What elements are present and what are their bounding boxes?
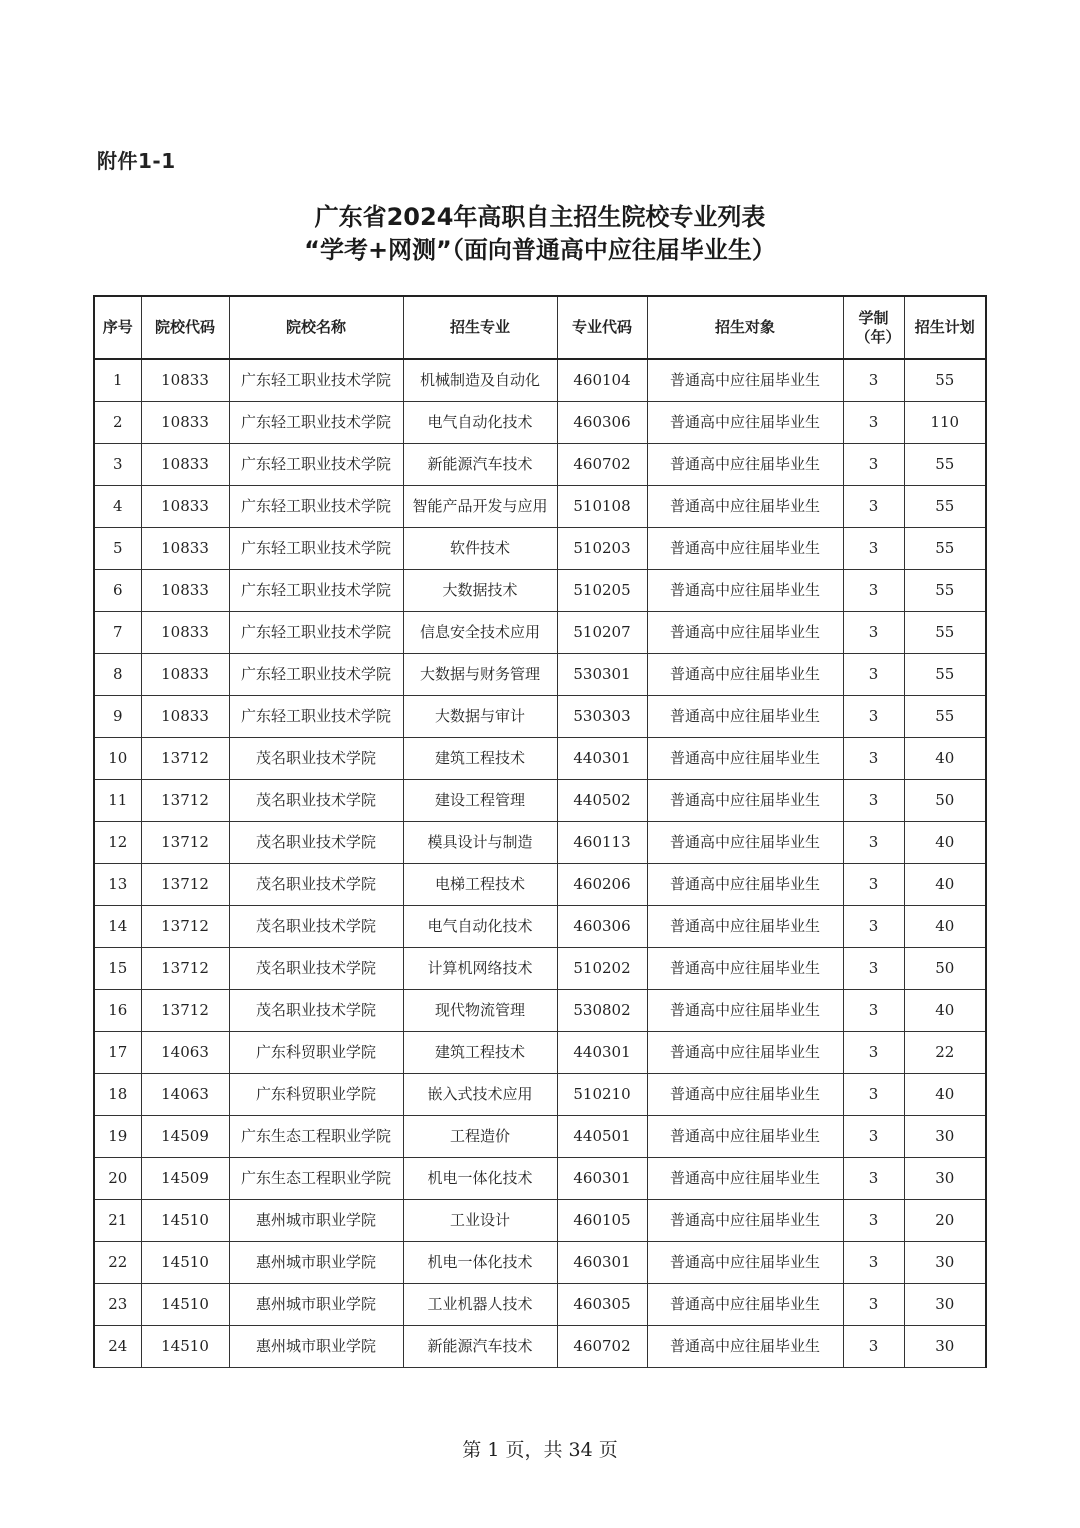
enrollment-plan-cell: 55 bbox=[904, 696, 986, 738]
duration-cell: 3 bbox=[843, 1200, 904, 1242]
school-name-cell: 茂名职业技术学院 bbox=[229, 780, 403, 822]
school-name-cell: 惠州城市职业学院 bbox=[229, 1284, 403, 1326]
major-name-cell: 大数据与财务管理 bbox=[403, 654, 557, 696]
row-index-cell: 15 bbox=[94, 948, 141, 990]
school-name-cell: 茂名职业技术学院 bbox=[229, 990, 403, 1032]
row-index-cell: 1 bbox=[94, 359, 141, 402]
row-index-cell: 22 bbox=[94, 1242, 141, 1284]
table-row bbox=[94, 359, 986, 402]
row-index-cell: 13 bbox=[94, 864, 141, 906]
column-header: 院校代码 bbox=[141, 296, 229, 359]
school-name-cell: 广东轻工职业技术学院 bbox=[229, 612, 403, 654]
major-name-cell: 工业设计 bbox=[403, 1200, 557, 1242]
major-name-cell: 大数据技术 bbox=[403, 570, 557, 612]
target-group-cell: 普通高中应往届毕业生 bbox=[647, 1158, 843, 1200]
table-row bbox=[94, 570, 986, 612]
school-code-cell: 14509 bbox=[141, 1116, 229, 1158]
school-name-cell: 惠州城市职业学院 bbox=[229, 1242, 403, 1284]
enrollment-plan-cell: 40 bbox=[904, 822, 986, 864]
target-group-cell: 普通高中应往届毕业生 bbox=[647, 654, 843, 696]
table-row bbox=[94, 1200, 986, 1242]
major-code-cell: 460305 bbox=[557, 1284, 647, 1326]
duration-cell: 3 bbox=[843, 948, 904, 990]
enrollment-plan-cell: 30 bbox=[904, 1326, 986, 1368]
table-row bbox=[94, 1032, 986, 1074]
target-group-cell: 普通高中应往届毕业生 bbox=[647, 1200, 843, 1242]
school-code-cell: 13712 bbox=[141, 990, 229, 1032]
row-index-cell: 17 bbox=[94, 1032, 141, 1074]
school-code-cell: 10833 bbox=[141, 359, 229, 402]
column-header: 专业代码 bbox=[557, 296, 647, 359]
major-code-cell: 460206 bbox=[557, 864, 647, 906]
major-code-cell: 460104 bbox=[557, 359, 647, 402]
major-code-cell: 510207 bbox=[557, 612, 647, 654]
row-index-cell: 24 bbox=[94, 1326, 141, 1368]
column-header: 序号 bbox=[94, 296, 141, 359]
duration-cell: 3 bbox=[843, 612, 904, 654]
row-index-cell: 11 bbox=[94, 780, 141, 822]
duration-cell: 3 bbox=[843, 528, 904, 570]
enrollment-plan-cell: 55 bbox=[904, 444, 986, 486]
major-code-cell: 510210 bbox=[557, 1074, 647, 1116]
table-row bbox=[94, 654, 986, 696]
duration-cell: 3 bbox=[843, 1116, 904, 1158]
target-group-cell: 普通高中应往届毕业生 bbox=[647, 1326, 843, 1368]
school-code-cell: 10833 bbox=[141, 486, 229, 528]
duration-cell: 3 bbox=[843, 359, 904, 402]
column-header: 招生计划 bbox=[904, 296, 986, 359]
enrollment-plan-cell: 30 bbox=[904, 1158, 986, 1200]
enrollment-plan-cell: 40 bbox=[904, 906, 986, 948]
major-code-cell: 510202 bbox=[557, 948, 647, 990]
table-row bbox=[94, 486, 986, 528]
target-group-cell: 普通高中应往届毕业生 bbox=[647, 1284, 843, 1326]
school-name-cell: 茂名职业技术学院 bbox=[229, 864, 403, 906]
table-row bbox=[94, 738, 986, 780]
duration-cell: 3 bbox=[843, 444, 904, 486]
enrollment-plan-cell: 55 bbox=[904, 528, 986, 570]
duration-cell: 3 bbox=[843, 990, 904, 1032]
school-name-cell: 广东轻工职业技术学院 bbox=[229, 444, 403, 486]
table-row bbox=[94, 612, 986, 654]
duration-cell: 3 bbox=[843, 696, 904, 738]
enrollment-plan-cell: 30 bbox=[904, 1116, 986, 1158]
major-name-cell: 新能源汽车技术 bbox=[403, 444, 557, 486]
target-group-cell: 普通高中应往届毕业生 bbox=[647, 570, 843, 612]
school-code-cell: 14509 bbox=[141, 1158, 229, 1200]
target-group-cell: 普通高中应往届毕业生 bbox=[647, 486, 843, 528]
enrollment-plan-cell: 50 bbox=[904, 780, 986, 822]
school-name-cell: 广东轻工职业技术学院 bbox=[229, 359, 403, 402]
major-name-cell: 机电一体化技术 bbox=[403, 1158, 557, 1200]
major-code-cell: 530303 bbox=[557, 696, 647, 738]
major-code-cell: 460306 bbox=[557, 906, 647, 948]
major-name-cell: 工业机器人技术 bbox=[403, 1284, 557, 1326]
school-name-cell: 广东科贸职业学院 bbox=[229, 1032, 403, 1074]
school-name-cell: 广东轻工职业技术学院 bbox=[229, 528, 403, 570]
major-code-cell: 530802 bbox=[557, 990, 647, 1032]
major-name-cell: 现代物流管理 bbox=[403, 990, 557, 1032]
school-name-cell: 广东轻工职业技术学院 bbox=[229, 570, 403, 612]
major-code-cell: 460301 bbox=[557, 1158, 647, 1200]
row-index-cell: 9 bbox=[94, 696, 141, 738]
school-name-cell: 惠州城市职业学院 bbox=[229, 1200, 403, 1242]
enrollment-plan-cell: 110 bbox=[904, 402, 986, 444]
document-title: 广东省2024年高职自主招生院校专业列表 bbox=[314, 203, 766, 231]
row-index-cell: 3 bbox=[94, 444, 141, 486]
major-code-cell: 530301 bbox=[557, 654, 647, 696]
row-index-cell: 23 bbox=[94, 1284, 141, 1326]
school-code-cell: 13712 bbox=[141, 780, 229, 822]
duration-cell: 3 bbox=[843, 906, 904, 948]
enrollment-plan-cell: 40 bbox=[904, 738, 986, 780]
duration-cell: 3 bbox=[843, 1284, 904, 1326]
row-index-cell: 14 bbox=[94, 906, 141, 948]
school-code-cell: 10833 bbox=[141, 696, 229, 738]
major-name-cell: 智能产品开发与应用 bbox=[403, 486, 557, 528]
major-code-cell: 460702 bbox=[557, 1326, 647, 1368]
row-index-cell: 21 bbox=[94, 1200, 141, 1242]
target-group-cell: 普通高中应往届毕业生 bbox=[647, 1116, 843, 1158]
major-name-cell: 软件技术 bbox=[403, 528, 557, 570]
duration-cell: 3 bbox=[843, 486, 904, 528]
target-group-cell: 普通高中应往届毕业生 bbox=[647, 402, 843, 444]
table-row bbox=[94, 1242, 986, 1284]
row-index-cell: 6 bbox=[94, 570, 141, 612]
school-name-cell: 广东轻工职业技术学院 bbox=[229, 654, 403, 696]
school-name-cell: 茂名职业技术学院 bbox=[229, 906, 403, 948]
enrollment-plan-cell: 22 bbox=[904, 1032, 986, 1074]
target-group-cell: 普通高中应往届毕业生 bbox=[647, 822, 843, 864]
table-row bbox=[94, 948, 986, 990]
target-group-cell: 普通高中应往届毕业生 bbox=[647, 696, 843, 738]
major-code-cell: 460301 bbox=[557, 1242, 647, 1284]
row-index-cell: 10 bbox=[94, 738, 141, 780]
major-code-cell: 460306 bbox=[557, 402, 647, 444]
major-code-cell: 440502 bbox=[557, 780, 647, 822]
target-group-cell: 普通高中应往届毕业生 bbox=[647, 359, 843, 402]
enrollment-plan-cell: 55 bbox=[904, 486, 986, 528]
duration-cell: 3 bbox=[843, 780, 904, 822]
row-index-cell: 18 bbox=[94, 1074, 141, 1116]
school-code-cell: 10833 bbox=[141, 570, 229, 612]
enrollment-plan-cell: 40 bbox=[904, 990, 986, 1032]
school-code-cell: 10833 bbox=[141, 444, 229, 486]
row-index-cell: 12 bbox=[94, 822, 141, 864]
enrollment-plan-cell: 40 bbox=[904, 1074, 986, 1116]
major-name-cell: 建筑工程技术 bbox=[403, 1032, 557, 1074]
school-name-cell: 茂名职业技术学院 bbox=[229, 948, 403, 990]
school-name-cell: 广东轻工职业技术学院 bbox=[229, 486, 403, 528]
school-name-cell: 广东轻工职业技术学院 bbox=[229, 402, 403, 444]
table-row bbox=[94, 1116, 986, 1158]
major-name-cell: 电气自动化技术 bbox=[403, 906, 557, 948]
school-code-cell: 13712 bbox=[141, 864, 229, 906]
school-code-cell: 10833 bbox=[141, 654, 229, 696]
row-index-cell: 8 bbox=[94, 654, 141, 696]
major-code-cell: 440301 bbox=[557, 1032, 647, 1074]
enrollment-plan-cell: 30 bbox=[904, 1242, 986, 1284]
school-code-cell: 13712 bbox=[141, 906, 229, 948]
major-code-cell: 460105 bbox=[557, 1200, 647, 1242]
target-group-cell: 普通高中应往届毕业生 bbox=[647, 780, 843, 822]
table-header-row bbox=[94, 296, 986, 359]
row-index-cell: 16 bbox=[94, 990, 141, 1032]
column-header: 招生专业 bbox=[403, 296, 557, 359]
enrollment-plan-cell: 55 bbox=[904, 359, 986, 402]
school-name-cell: 广东生态工程职业学院 bbox=[229, 1158, 403, 1200]
enrollment-plan-cell: 55 bbox=[904, 570, 986, 612]
row-index-cell: 19 bbox=[94, 1116, 141, 1158]
duration-cell: 3 bbox=[843, 1158, 904, 1200]
school-code-cell: 13712 bbox=[141, 948, 229, 990]
major-name-cell: 电梯工程技术 bbox=[403, 864, 557, 906]
school-code-cell: 14510 bbox=[141, 1326, 229, 1368]
table-row bbox=[94, 864, 986, 906]
table-row bbox=[94, 1158, 986, 1200]
target-group-cell: 普通高中应往届毕业生 bbox=[647, 612, 843, 654]
table-row bbox=[94, 780, 986, 822]
school-code-cell: 13712 bbox=[141, 738, 229, 780]
row-index-cell: 7 bbox=[94, 612, 141, 654]
table-row bbox=[94, 822, 986, 864]
target-group-cell: 普通高中应往届毕业生 bbox=[647, 738, 843, 780]
school-name-cell: 广东科贸职业学院 bbox=[229, 1074, 403, 1116]
column-header: 院校名称 bbox=[229, 296, 403, 359]
major-name-cell: 模具设计与制造 bbox=[403, 822, 557, 864]
school-code-cell: 10833 bbox=[141, 528, 229, 570]
enrollment-plan-cell: 40 bbox=[904, 864, 986, 906]
column-header: 招生对象 bbox=[647, 296, 843, 359]
table-row bbox=[94, 1074, 986, 1116]
table-row bbox=[94, 1284, 986, 1326]
school-code-cell: 14063 bbox=[141, 1074, 229, 1116]
enrollment-plan-cell: 30 bbox=[904, 1284, 986, 1326]
row-index-cell: 2 bbox=[94, 402, 141, 444]
major-name-cell: 机械制造及自动化 bbox=[403, 359, 557, 402]
school-code-cell: 10833 bbox=[141, 402, 229, 444]
duration-cell: 3 bbox=[843, 738, 904, 780]
enrollment-table bbox=[93, 295, 987, 1368]
major-code-cell: 460113 bbox=[557, 822, 647, 864]
target-group-cell: 普通高中应往届毕业生 bbox=[647, 1074, 843, 1116]
major-name-cell: 建设工程管理 bbox=[403, 780, 557, 822]
enrollment-plan-cell: 55 bbox=[904, 612, 986, 654]
school-code-cell: 14510 bbox=[141, 1200, 229, 1242]
target-group-cell: 普通高中应往届毕业生 bbox=[647, 1032, 843, 1074]
target-group-cell: 普通高中应往届毕业生 bbox=[647, 444, 843, 486]
school-code-cell: 14510 bbox=[141, 1284, 229, 1326]
school-name-cell: 茂名职业技术学院 bbox=[229, 822, 403, 864]
target-group-cell: 普通高中应往届毕业生 bbox=[647, 906, 843, 948]
major-name-cell: 工程造价 bbox=[403, 1116, 557, 1158]
target-group-cell: 普通高中应往届毕业生 bbox=[647, 528, 843, 570]
duration-cell: 3 bbox=[843, 822, 904, 864]
school-code-cell: 14510 bbox=[141, 1242, 229, 1284]
school-name-cell: 广东生态工程职业学院 bbox=[229, 1116, 403, 1158]
row-index-cell: 20 bbox=[94, 1158, 141, 1200]
major-code-cell: 510203 bbox=[557, 528, 647, 570]
duration-cell: 3 bbox=[843, 1242, 904, 1284]
enrollment-plan-cell: 20 bbox=[904, 1200, 986, 1242]
school-name-cell: 惠州城市职业学院 bbox=[229, 1326, 403, 1368]
page-footer: 第 1 页，共 34 页 bbox=[462, 1439, 618, 1461]
major-name-cell: 新能源汽车技术 bbox=[403, 1326, 557, 1368]
major-code-cell: 460702 bbox=[557, 444, 647, 486]
major-name-cell: 嵌入式技术应用 bbox=[403, 1074, 557, 1116]
enrollment-plan-cell: 50 bbox=[904, 948, 986, 990]
target-group-cell: 普通高中应往届毕业生 bbox=[647, 990, 843, 1032]
school-code-cell: 14063 bbox=[141, 1032, 229, 1074]
duration-cell: 3 bbox=[843, 654, 904, 696]
table-row bbox=[94, 990, 986, 1032]
major-name-cell: 信息安全技术应用 bbox=[403, 612, 557, 654]
major-code-cell: 440501 bbox=[557, 1116, 647, 1158]
duration-cell: 3 bbox=[843, 570, 904, 612]
target-group-cell: 普通高中应往届毕业生 bbox=[647, 948, 843, 990]
document-subtitle: “学考+网测”（面向普通高中应往届毕业生） bbox=[304, 236, 776, 264]
major-code-cell: 510205 bbox=[557, 570, 647, 612]
duration-cell: 3 bbox=[843, 1074, 904, 1116]
table-row bbox=[94, 906, 986, 948]
duration-cell: 3 bbox=[843, 1032, 904, 1074]
major-name-cell: 大数据与审计 bbox=[403, 696, 557, 738]
duration-cell: 3 bbox=[843, 402, 904, 444]
major-name-cell: 建筑工程技术 bbox=[403, 738, 557, 780]
major-name-cell: 电气自动化技术 bbox=[403, 402, 557, 444]
major-name-cell: 计算机网络技术 bbox=[403, 948, 557, 990]
target-group-cell: 普通高中应往届毕业生 bbox=[647, 864, 843, 906]
table-row bbox=[94, 528, 986, 570]
major-code-cell: 440301 bbox=[557, 738, 647, 780]
school-code-cell: 10833 bbox=[141, 612, 229, 654]
school-name-cell: 广东轻工职业技术学院 bbox=[229, 696, 403, 738]
table-row bbox=[94, 1326, 986, 1368]
school-name-cell: 茂名职业技术学院 bbox=[229, 738, 403, 780]
enrollment-plan-cell: 55 bbox=[904, 654, 986, 696]
duration-cell: 3 bbox=[843, 1326, 904, 1368]
attachment-label: 附件1-1 bbox=[97, 149, 176, 173]
table-row bbox=[94, 696, 986, 738]
row-index-cell: 4 bbox=[94, 486, 141, 528]
row-index-cell: 5 bbox=[94, 528, 141, 570]
table-row bbox=[94, 444, 986, 486]
major-name-cell: 机电一体化技术 bbox=[403, 1242, 557, 1284]
table-row bbox=[94, 402, 986, 444]
duration-cell: 3 bbox=[843, 864, 904, 906]
target-group-cell: 普通高中应往届毕业生 bbox=[647, 1242, 843, 1284]
major-code-cell: 510108 bbox=[557, 486, 647, 528]
column-header: 学制（年） bbox=[843, 296, 904, 359]
school-code-cell: 13712 bbox=[141, 822, 229, 864]
